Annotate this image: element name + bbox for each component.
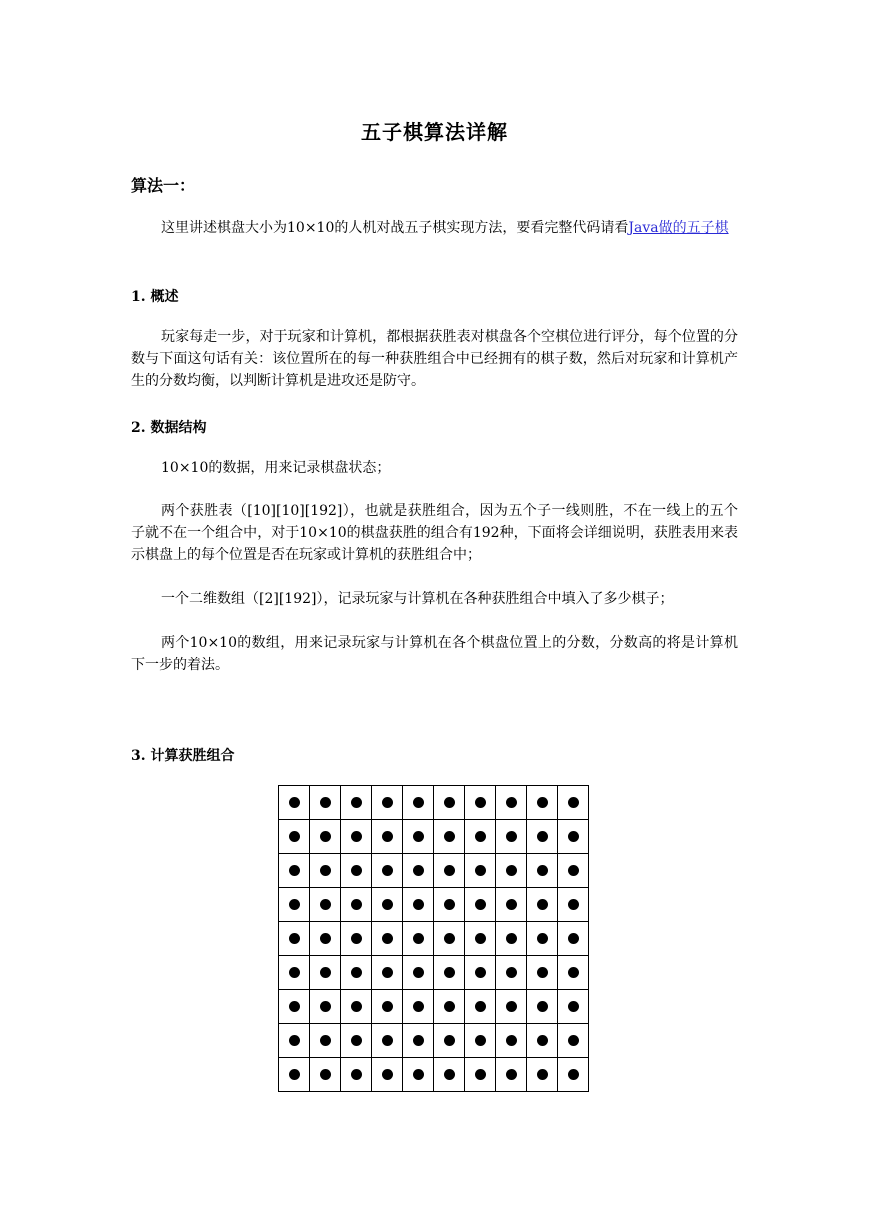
stone-icon	[568, 899, 579, 910]
board-cell	[465, 888, 496, 922]
board-cell	[403, 786, 434, 820]
stone-icon	[568, 1035, 579, 1046]
board-cell	[403, 956, 434, 990]
stone-icon	[568, 797, 579, 808]
board-cell	[403, 990, 434, 1024]
win-table-paragraph: 两个获胜表（[10][10][192]），也就是获胜组合，因为五个子一线则胜，不在一线上的五个子就不在一个组合中，对于10×10的棋盘获胜的组合有192种，下面将会详细说明，获胜表用来表示棋盘上的每个位置是否在玩家或计算机的获胜组合中；	[131, 503, 738, 563]
board-cell	[434, 1024, 465, 1058]
stone-icon	[568, 933, 579, 944]
board-cell	[527, 1058, 558, 1092]
stone-icon	[413, 1035, 424, 1046]
stone-icon	[289, 1035, 300, 1046]
stone-icon	[537, 1035, 548, 1046]
score-array-paragraph: 两个10×10的数组，用来记录玩家与计算机在各个棋盘位置上的分数，分数高的将是计算机下一步的着法。	[131, 635, 738, 673]
stone-icon	[444, 933, 455, 944]
board-cell	[279, 820, 310, 854]
board-cell	[558, 956, 589, 990]
stone-icon	[537, 865, 548, 876]
board-row	[279, 786, 589, 820]
overview-paragraph: 玩家每走一步，对于玩家和计算机，都根据获胜表对棋盘各个空棋位进行评分，每个位置的分数与下面这句话有关：该位置所在的每一种获胜组合中已经拥有的棋子数，然后对玩家和计算机产生的分数均衡，以判断计算机是进攻还是防守。	[131, 329, 738, 389]
count-array-paragraph: 一个二维数组（[2][192]），记录玩家与计算机在各种获胜组合中填入了多少棋子；	[161, 591, 674, 607]
board-cell	[310, 854, 341, 888]
stone-icon	[506, 933, 517, 944]
stone-icon	[382, 933, 393, 944]
stone-icon	[444, 797, 455, 808]
board-cell	[496, 888, 527, 922]
board-cell	[434, 990, 465, 1024]
board-cell	[310, 1024, 341, 1058]
stone-icon	[382, 797, 393, 808]
board-cell	[310, 1058, 341, 1092]
stone-icon	[413, 899, 424, 910]
stone-icon	[351, 865, 362, 876]
section-heading-algorithm-one: 算法一：	[131, 176, 196, 195]
board-cell	[558, 922, 589, 956]
board-cell	[527, 888, 558, 922]
board-cell	[403, 888, 434, 922]
heading-overview: 1. 概述	[131, 289, 179, 305]
board-cell	[558, 1058, 589, 1092]
stone-icon	[475, 1035, 486, 1046]
board-cell	[465, 922, 496, 956]
board-cell	[279, 990, 310, 1024]
stone-icon	[568, 865, 579, 876]
board-cell	[558, 888, 589, 922]
board-cell	[341, 922, 372, 956]
board-cell	[403, 820, 434, 854]
board-cell	[372, 922, 403, 956]
stone-icon	[475, 1069, 486, 1080]
stone-icon	[506, 1069, 517, 1080]
board-cell	[465, 786, 496, 820]
stone-icon	[537, 831, 548, 842]
board-row	[279, 956, 589, 990]
stone-icon	[506, 967, 517, 978]
stone-icon	[289, 831, 300, 842]
stone-icon	[351, 1001, 362, 1012]
stone-icon	[475, 967, 486, 978]
board-cell	[527, 854, 558, 888]
stone-icon	[444, 865, 455, 876]
stone-icon	[351, 967, 362, 978]
board-cell	[527, 786, 558, 820]
stone-icon	[382, 1035, 393, 1046]
board-row	[279, 990, 589, 1024]
board-row	[279, 854, 589, 888]
board-cell	[279, 956, 310, 990]
board-cell	[527, 820, 558, 854]
board-row	[279, 922, 589, 956]
board-cell	[310, 820, 341, 854]
board-cell	[372, 1024, 403, 1058]
board-cell	[434, 854, 465, 888]
stone-icon	[413, 797, 424, 808]
board-row	[279, 820, 589, 854]
stone-icon	[506, 1001, 517, 1012]
stone-icon	[413, 933, 424, 944]
board-cell	[527, 1024, 558, 1058]
board-cell	[310, 786, 341, 820]
stone-icon	[475, 899, 486, 910]
stone-icon	[506, 831, 517, 842]
board-cell	[279, 888, 310, 922]
intro-paragraph	[131, 217, 738, 239]
stone-icon	[444, 831, 455, 842]
board-cell	[558, 990, 589, 1024]
stone-icon	[444, 1001, 455, 1012]
stone-icon	[568, 1001, 579, 1012]
board-cell	[372, 854, 403, 888]
stone-icon	[537, 797, 548, 808]
stone-icon	[475, 865, 486, 876]
board-cell	[558, 1024, 589, 1058]
stone-icon	[413, 865, 424, 876]
board-cell	[279, 1058, 310, 1092]
board-cell	[341, 990, 372, 1024]
stone-icon	[444, 1035, 455, 1046]
board-cell	[527, 922, 558, 956]
stone-icon	[320, 967, 331, 978]
board-cell	[279, 1024, 310, 1058]
stone-icon	[475, 831, 486, 842]
board-cell	[434, 888, 465, 922]
board-cell	[434, 922, 465, 956]
board-cell	[465, 990, 496, 1024]
board-cell	[372, 786, 403, 820]
board-cell	[341, 1058, 372, 1092]
stone-icon	[289, 797, 300, 808]
board-cell	[434, 820, 465, 854]
stone-icon	[537, 1001, 548, 1012]
board-cell	[496, 922, 527, 956]
board-cell	[434, 1058, 465, 1092]
stone-icon	[506, 1035, 517, 1046]
board-cell	[403, 1058, 434, 1092]
stone-icon	[537, 1069, 548, 1080]
board-cell	[465, 854, 496, 888]
board-cell	[372, 820, 403, 854]
board-cell	[465, 1024, 496, 1058]
stone-icon	[537, 899, 548, 910]
board-cell	[372, 1058, 403, 1092]
board-cell	[341, 956, 372, 990]
board-cell	[434, 786, 465, 820]
stone-icon	[320, 865, 331, 876]
board-cell	[527, 956, 558, 990]
stone-icon	[475, 1001, 486, 1012]
board-cell	[465, 1058, 496, 1092]
stone-icon	[506, 899, 517, 910]
stone-icon	[475, 797, 486, 808]
stone-icon	[382, 865, 393, 876]
board-cell	[341, 820, 372, 854]
board-cell	[279, 786, 310, 820]
heading-data-structure: 2. 数据结构	[131, 420, 207, 436]
board-state-paragraph: 10×10的数据，用来记录棋盘状态；	[161, 460, 391, 476]
board-cell	[496, 1024, 527, 1058]
board-cell	[465, 956, 496, 990]
stone-icon	[413, 1001, 424, 1012]
board-cell	[372, 956, 403, 990]
stone-icon	[568, 831, 579, 842]
stone-icon	[382, 1001, 393, 1012]
stone-icon	[382, 831, 393, 842]
board-cell	[372, 990, 403, 1024]
stone-icon	[506, 797, 517, 808]
board-cell	[279, 922, 310, 956]
board-cell	[496, 854, 527, 888]
board-cell	[341, 888, 372, 922]
stone-icon	[475, 933, 486, 944]
stone-icon	[351, 831, 362, 842]
intro-text: 这里讲述棋盘大小为10×10的人机对战五子棋实现方法，要看完整代码请看	[161, 220, 629, 236]
stone-icon	[289, 1001, 300, 1012]
stone-icon	[320, 1001, 331, 1012]
board-row	[279, 1058, 589, 1092]
stone-icon	[537, 967, 548, 978]
stone-icon	[320, 1069, 331, 1080]
stone-icon	[320, 1035, 331, 1046]
stone-icon	[444, 899, 455, 910]
stone-icon	[320, 831, 331, 842]
java-gomoku-link[interactable]: Java做的五子棋	[628, 220, 729, 236]
stone-icon	[289, 865, 300, 876]
stone-icon	[351, 933, 362, 944]
heading-win-combinations: 3. 计算获胜组合	[131, 748, 235, 764]
board-cell	[465, 820, 496, 854]
stone-icon	[568, 967, 579, 978]
board-cell	[558, 854, 589, 888]
page-title: 五子棋算法详解	[361, 120, 508, 144]
board-cell	[341, 786, 372, 820]
stone-icon	[444, 1069, 455, 1080]
stone-icon	[320, 899, 331, 910]
board-cell	[496, 990, 527, 1024]
board-row	[279, 888, 589, 922]
stone-icon	[413, 831, 424, 842]
board-cell	[558, 786, 589, 820]
board-cell	[496, 1058, 527, 1092]
board-cell	[403, 922, 434, 956]
stone-icon	[351, 797, 362, 808]
stone-icon	[413, 967, 424, 978]
board-cell	[310, 888, 341, 922]
stone-icon	[289, 1069, 300, 1080]
board-cell	[496, 820, 527, 854]
stone-icon	[382, 899, 393, 910]
stone-icon	[289, 899, 300, 910]
board-cell	[527, 990, 558, 1024]
board-cell	[310, 922, 341, 956]
board-cell	[558, 820, 589, 854]
stone-icon	[351, 899, 362, 910]
board-cell	[279, 854, 310, 888]
stone-icon	[413, 1069, 424, 1080]
stone-icon	[382, 1069, 393, 1080]
board-cell	[341, 854, 372, 888]
stone-icon	[351, 1069, 362, 1080]
board-cell	[434, 956, 465, 990]
board-cell	[496, 956, 527, 990]
board-cell	[341, 1024, 372, 1058]
stone-icon	[444, 967, 455, 978]
gomoku-board-grid	[278, 785, 589, 1092]
stone-icon	[320, 933, 331, 944]
board-cell	[310, 956, 341, 990]
board-cell	[372, 888, 403, 922]
board-cell	[310, 990, 341, 1024]
stone-icon	[351, 1035, 362, 1046]
stone-icon	[506, 865, 517, 876]
stone-icon	[537, 933, 548, 944]
board-cell	[403, 1024, 434, 1058]
stone-icon	[568, 1069, 579, 1080]
stone-icon	[320, 797, 331, 808]
board-row	[279, 1024, 589, 1058]
board-cell	[403, 854, 434, 888]
board-cell	[496, 786, 527, 820]
stone-icon	[289, 967, 300, 978]
stone-icon	[382, 967, 393, 978]
stone-icon	[289, 933, 300, 944]
